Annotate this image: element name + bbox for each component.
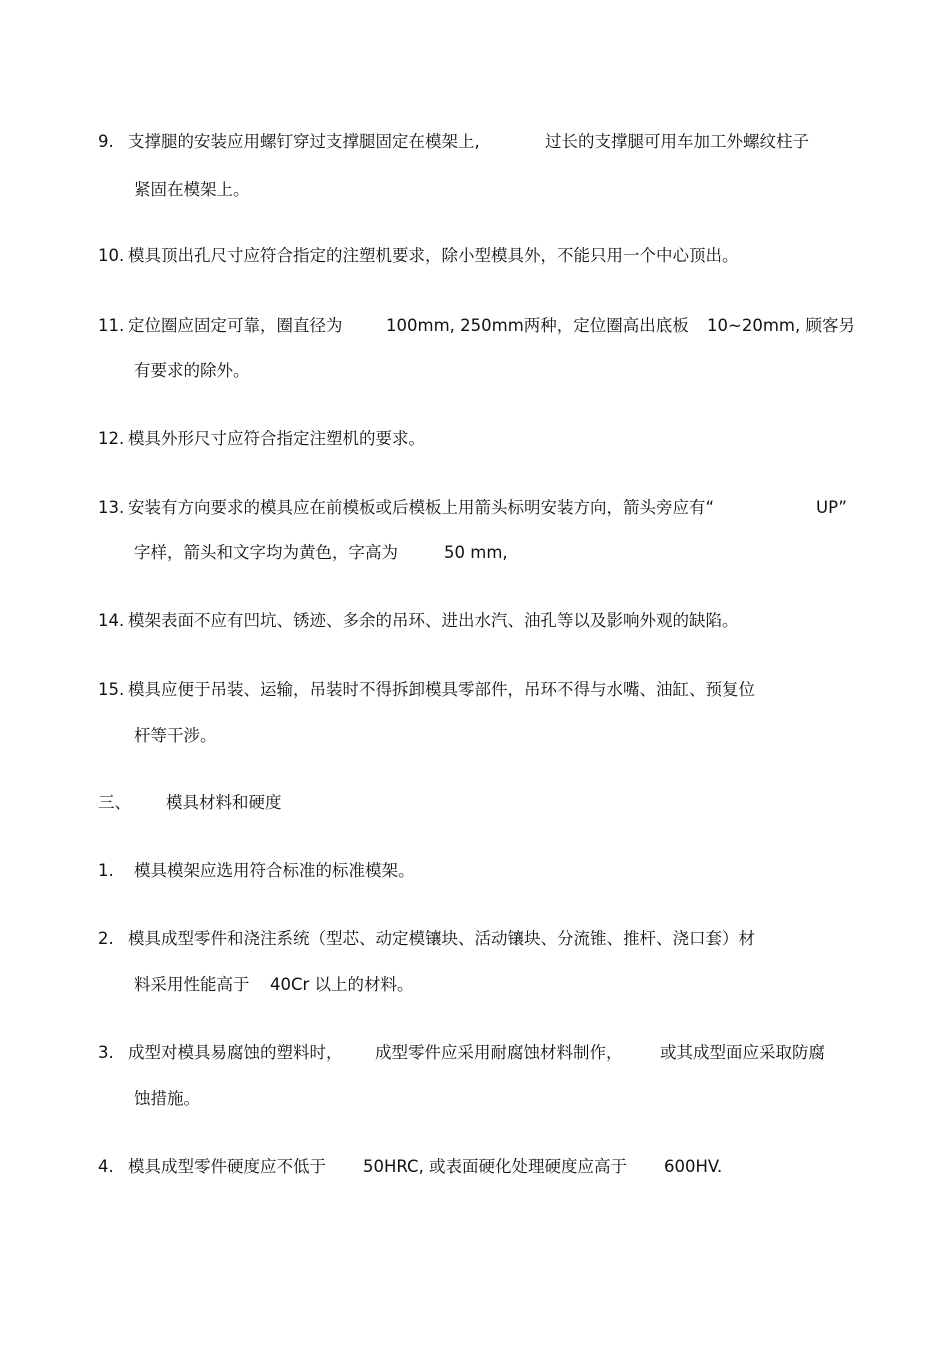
item-text: 模具模架应选用符合标准的标准模架。 xyxy=(134,861,415,880)
item-number: 11. xyxy=(98,316,125,335)
item-text: 定位圈应固定可靠，圈直径为 xyxy=(128,316,343,335)
item-text: 模具外形尺寸应符合指定注塑机的要求。 xyxy=(128,429,425,448)
item-text: 紧固在模架上。 xyxy=(134,180,250,199)
item-text: 杆等干涉。 xyxy=(134,726,217,745)
item-text: 成型零件应采用耐腐蚀材料制作， xyxy=(375,1043,623,1062)
section-number: 三、 xyxy=(98,793,131,812)
item-number: 9. xyxy=(98,132,114,151)
item-text: 10~20mm, 顾客另 xyxy=(707,316,855,335)
item-number: 12. xyxy=(98,429,125,448)
item-number: 10. xyxy=(98,246,125,265)
item-text: 安装有方向要求的模具应在前模板或后模板上用箭头标明安装方向，箭头旁应有“ xyxy=(128,498,715,517)
item-text: 600HV. xyxy=(664,1157,723,1176)
item-text: 支撑腿的安装应用螺钉穿过支撑腿固定在模架上, xyxy=(128,132,480,151)
item-text: 50HRC, 或表面硬化处理硬度应高于 xyxy=(363,1157,628,1176)
item-text: 模具成型零件和浇注系统（型芯、动定模镶块、活动镶块、分流锥、推杆、浇口套）材 xyxy=(128,929,755,948)
item-number: 14. xyxy=(98,611,125,630)
item-text: 模具应便于吊装、运输，吊装时不得拆卸模具零部件，吊环不得与水嘴、油缸、预复位 xyxy=(128,680,755,699)
item-number: 3. xyxy=(98,1043,114,1062)
item-text: UP” xyxy=(816,498,847,517)
item-text: 40Cr 以上的材料。 xyxy=(270,975,414,994)
item-text: 字样，箭头和文字均为黄色，字高为 xyxy=(134,543,398,562)
item-number: 15. xyxy=(98,680,125,699)
item-text: 过长的支撑腿可用车加工外螺纹柱子 xyxy=(545,132,809,151)
item-text: 或其成型面应采取防腐 xyxy=(660,1043,825,1062)
section-title: 模具材料和硬度 xyxy=(166,793,282,812)
item-text: 成型对模具易腐蚀的塑料时， xyxy=(128,1043,343,1062)
item-text: 模具顶出孔尺寸应符合指定的注塑机要求，除小型模具外，不能只用一个中心顶出。 xyxy=(128,246,739,265)
item-text: 蚀措施。 xyxy=(134,1089,200,1108)
item-text: 模架表面不应有凹坑、锈迹、多余的吊环、进出水汽、油孔等以及影响外观的缺陷。 xyxy=(128,611,739,630)
item-number: 13. xyxy=(98,498,125,517)
item-number: 1. xyxy=(98,861,114,880)
item-number: 2. xyxy=(98,929,114,948)
item-text: 模具成型零件硬度应不低于 xyxy=(128,1157,326,1176)
item-text: 料采用性能高于 xyxy=(134,975,250,994)
item-text: 100mm, 250mm两种，定位圈高出底板 xyxy=(386,316,689,335)
item-text: 50 mm, xyxy=(444,543,508,562)
item-text: 有要求的除外。 xyxy=(134,361,250,380)
item-number: 4. xyxy=(98,1157,114,1176)
